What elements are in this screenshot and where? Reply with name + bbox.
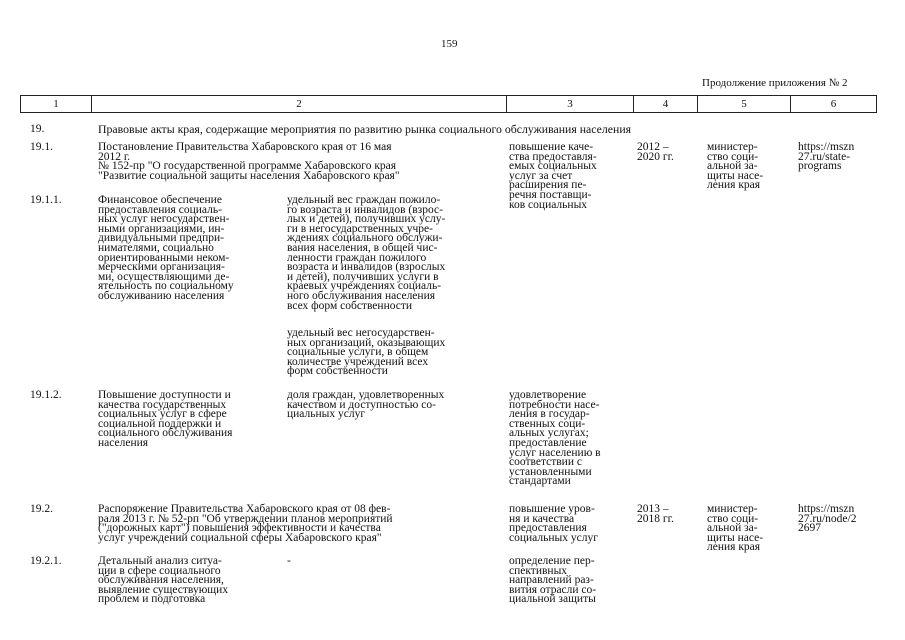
row-19-1-link[interactable]: https://mszn 27.ru/state- programs <box>798 141 855 173</box>
column-header-2: 2 <box>92 96 507 113</box>
row-19-2-executor: министер- ство соци- альной за- щиты насе- ления края <box>707 503 764 554</box>
row-19-1-1-number: 19.1.1. <box>30 194 62 206</box>
row-19-1-2-indicator: доля граждан, удовлетворенных качеством и доступностью со- циальных услуг <box>287 389 445 421</box>
row-19-2-1-number: 19.2.1. <box>30 555 62 567</box>
row-19-1-executor: министер- ство соци- альной за- щиты насе- ления края <box>707 141 764 192</box>
column-header-row <box>20 95 877 113</box>
row-19-2-1-measure: Детальный анализ ситуа- ции в сфере социального обслуживания населения, выявление существующих проблем и подготовка <box>98 555 229 606</box>
row-19-1-expected-result: повышение каче- ства предоставля- емых социальных услуг за счет расширения пе- речня поставщи- ков социальных <box>509 141 597 211</box>
row-19-1-1-measure: Финансовое обеспечение предоставления социаль- ных услуг негосударствен- ными организациями, ин- дивидуальными предпри- нимателями, социально ориентированными неком- мерческими организация- ми, осуществляющими де- ятельность по социальному обслуживанию населения <box>98 194 234 302</box>
row-19-2-1-indicator: - <box>287 555 291 567</box>
row-19-2-1-expected-result: определение пер- спективных направлений раз- вития отрасли со- циальной защиты <box>509 555 597 606</box>
row-19-1-number: 19.1. <box>30 141 53 153</box>
row-19-2-legal-act: Распоряжение Правительства Хабаровского края от 08 фев- раля 2013 г. № 52-рп "Об утверждении планов мероприятий ("дорожных карт") повышения эффективности и качества услуг учреждений социальной сферы Хабаровского края" <box>98 503 393 544</box>
row-19-number: 19. <box>30 123 45 135</box>
column-header-5: 5 <box>698 96 791 113</box>
row-19-1-2-expected-result: удовлетворение потребности насе- ления в государ- ственных соци- альных услугах; предоставление услуг населению в соответствии с установленными стандартами <box>509 389 601 488</box>
row-19-1-legal-act: Постановление Правительства Хабаровского края от 16 мая 2012 г. № 152-пр "О государственной программе Хабаровского края "Развитие социальной защиты населения Хабаровского края" <box>98 141 400 182</box>
column-header-1: 1 <box>21 96 92 113</box>
row-19-2-link[interactable]: https://mszn 27.ru/node/2 2697 <box>798 503 857 535</box>
row-19-2-expected-result: повышение уров- ня и качества предоставления социальных услуг <box>509 503 598 544</box>
page-number: 159 <box>441 38 458 50</box>
column-header-3: 3 <box>507 96 634 113</box>
row-19-title: Правовые акты края, содержащие мероприятия по развитию рынка социального обслуживания населения <box>98 122 632 136</box>
appendix-continuation-label: Продолжение приложения № 2 <box>702 77 848 89</box>
row-19-1-2-measure: Повышение доступности и качества государственных социальных услуг в сфере социальной поддержки и социального обслуживания населения <box>98 389 233 449</box>
row-19-2-period: 2013 – 2018 гг. <box>637 503 674 525</box>
row-19-1-period: 2012 – 2020 гг. <box>637 141 674 163</box>
row-19-2-number: 19.2. <box>30 503 53 515</box>
column-header-4: 4 <box>634 96 698 113</box>
row-19-1-1-indicator-2: удельный вес негосударствен- ных организаций, оказывающих социальные услуги, в общем количестве учреждений всех форм собственности <box>287 327 446 378</box>
row-19-1-1-indicator-1: удельный вес граждан пожило- го возраста и инвалидов (взрос- лых и детей), получивших услу- ги в негосударственных учре- ждениях социального обслужи- вания населения, в общей чис- ленности граждан пожилого возраста и инвалидов (взрослых и детей), получивших услуги в краевых учреждениях социаль- ного обслуживания населения всех форм собственности <box>287 194 446 312</box>
row-19-1-2-number: 19.1.2. <box>30 389 62 401</box>
column-header-6: 6 <box>791 96 877 113</box>
